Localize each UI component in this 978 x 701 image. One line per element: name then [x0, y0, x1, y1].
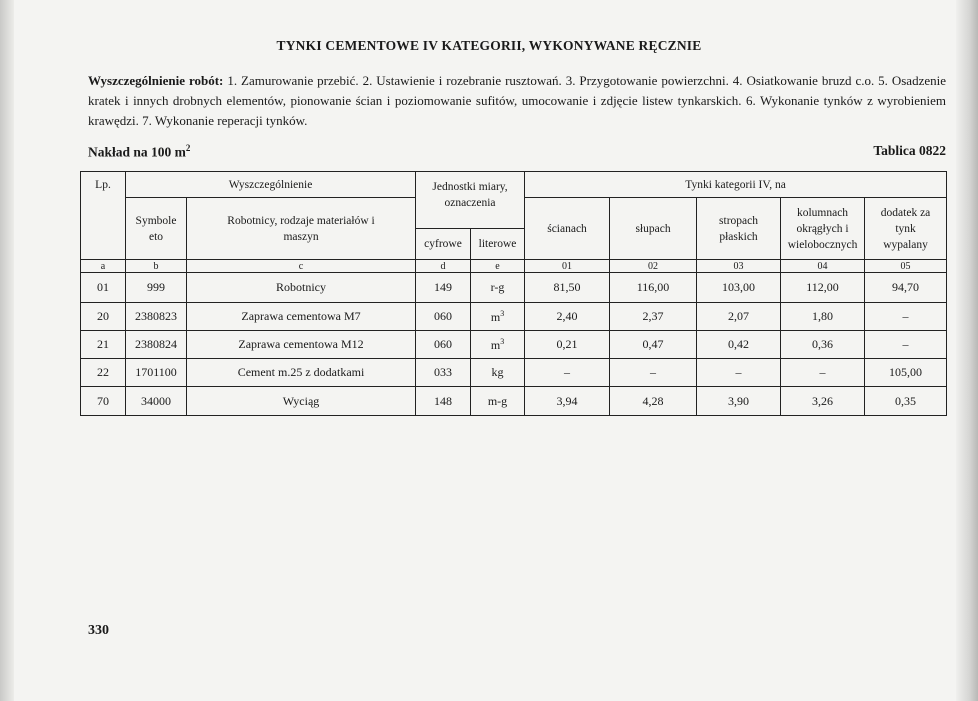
header-jednostki: Jednostki miary, oznaczenia: [416, 172, 525, 229]
work-description: [88, 71, 946, 131]
norms-table: [80, 171, 947, 416]
naklad-label: Nakład na 100 $m^2$: [88, 143, 191, 160]
column-letters-row: a b c d e 01 02 03 04 05: [81, 260, 947, 273]
page-number: 330: [88, 623, 109, 638]
description-text: 1. Zamurowanie przebić. 2. Ustawienie i rozebranie rusztowań. 3. Przygotowanie powierzchni. 4. Osiatkowanie bruzd c.o. 5. Osadzenie kratek i innych drobnych elementów, pionowanie ścian i poziomowanie sufitów, umocowanie i zdjęcie listew tynkarskich. 6. Wykonanie tynków z wyrobieniem krawędzi. 7. Wykonanie reperacji tynków.: [88, 73, 946, 128]
page-edge-shadow: [956, 0, 978, 701]
header-col-slupach: słupach: [610, 198, 697, 260]
header-col-dodatek: dodatek za tynk wypalany: [865, 198, 947, 260]
header-col-scianach: ścianach: [525, 198, 610, 260]
table-row: 21 2380824 Zaprawa cementowa M12 060 $m^3$ 0,21 0,47 0,42 0,36 –: [81, 331, 947, 359]
header-col-kolumnach: kolumnach okrągłych i wielobocznych: [781, 198, 865, 260]
description-label: Wyszczególnienie robót:: [88, 73, 224, 88]
table-row: 01 999 Robotnicy 149 r-g 81,50 116,00 103,00 112,00 94,70: [81, 273, 947, 303]
header-robotnicy: Robotnicy, rodzaje materiałów i maszyn: [187, 198, 416, 260]
header-col-stropach: stropach płaskich: [697, 198, 781, 260]
header-literowe: literowe: [471, 229, 525, 260]
table-row: 20 2380823 Zaprawa cementowa M7 060 $m^3$ 2,40 2,37 2,07 1,80 –: [81, 303, 947, 331]
table-row: 70 34000 Wyciąg 148 m-g 3,94 4,28 3,90 3,26 0,35: [81, 387, 947, 416]
header-symbol: Symbole eto: [126, 198, 187, 260]
page-binding-shadow: [0, 0, 14, 701]
page-title: TYNKI CEMENTOWE IV KATEGORII, WYKONYWANE RĘCZNIE: [276, 38, 702, 53]
header-wyszczegolnienie: Wyszczególnienie: [126, 172, 416, 198]
header-cyfrowe: cyfrowe: [416, 229, 471, 260]
table-row: 22 1701100 Cement m.25 z dodatkami 033 kg – – – – 105,00: [81, 359, 947, 387]
header-lp: Lp.: [81, 172, 126, 260]
header-tynki: Tynki kategorii IV, na: [525, 172, 947, 198]
table-number: Tablica 0822: [873, 143, 946, 158]
